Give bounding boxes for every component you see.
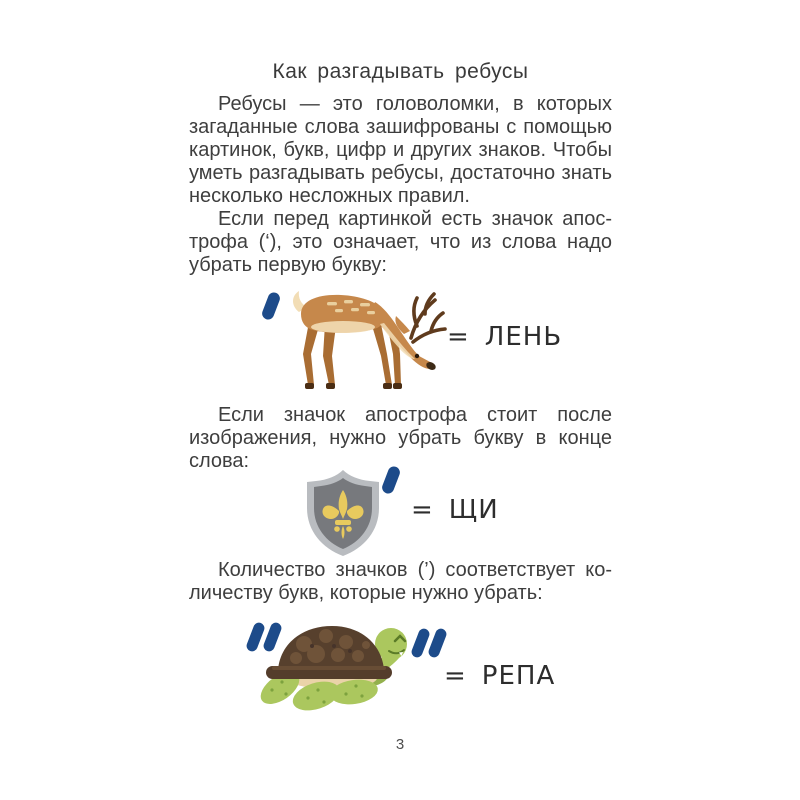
paragraph-rule-count	[189, 559, 612, 605]
text-line: Если значок апострофа стоит после	[218, 404, 612, 426]
text-line: несколько несложных правил.	[189, 185, 470, 207]
text-line: картинок, букв, цифр и других знаков. Чтобы	[189, 139, 612, 161]
shield-illustration	[304, 468, 382, 558]
paragraph-rule-before	[189, 208, 612, 277]
text-line: изображения, нужно убрать букву в конце	[189, 427, 612, 449]
content-column	[189, 59, 612, 714]
rebus-example-shield	[189, 468, 612, 558]
apostrophe-icon	[260, 291, 281, 321]
text-line: уметь разгадывать ребусы, достаточно знать	[189, 162, 612, 184]
page-title: Как разгадывать ребусы	[272, 60, 529, 83]
double-apostrophe-icon	[415, 628, 443, 658]
apostrophe-icon	[427, 627, 448, 659]
deer-antlers	[411, 294, 445, 342]
answer-word: ЛЕНЬ	[484, 322, 563, 352]
answer-word: ЩИ	[448, 495, 499, 525]
text-line: загаданные слова зашифрованы с помощью	[189, 116, 612, 138]
rebus-answer-turtle	[444, 661, 555, 691]
deer-belly	[311, 321, 375, 333]
equals-sign: =	[444, 661, 467, 691]
text-line: трофа (‘), это означает, что из слова надо	[189, 231, 612, 253]
page-number: 3	[395, 736, 405, 753]
rebus-answer-shield	[411, 495, 499, 525]
deer-illustration	[283, 288, 450, 395]
rebus-answer-deer	[447, 322, 562, 352]
rebus-example-deer	[189, 288, 612, 396]
text-line: Количество значков (’) соответствует ко-	[218, 559, 612, 581]
paragraph-rule-after	[189, 404, 612, 473]
text-line: личеству букв, которые нужно убрать:	[189, 582, 543, 604]
text-line: слова:	[189, 450, 250, 472]
deer-eye	[415, 354, 419, 358]
apostrophe-icon	[380, 465, 401, 495]
text-line: Если перед картинкой есть значок апос-	[218, 208, 612, 230]
turtle-illustration	[254, 618, 410, 712]
text-line: убрать первую букву:	[189, 254, 387, 276]
equals-sign: =	[447, 322, 470, 352]
equals-sign: =	[411, 495, 434, 525]
text-line: Ребусы — это головоломки, в которых	[218, 93, 612, 115]
rebus-example-turtle	[189, 618, 612, 714]
answer-word: РЕПА	[481, 661, 556, 691]
paragraph-intro	[189, 93, 612, 208]
deer-hooves	[305, 383, 402, 389]
turtle-shell-brim-highlight	[272, 666, 386, 670]
